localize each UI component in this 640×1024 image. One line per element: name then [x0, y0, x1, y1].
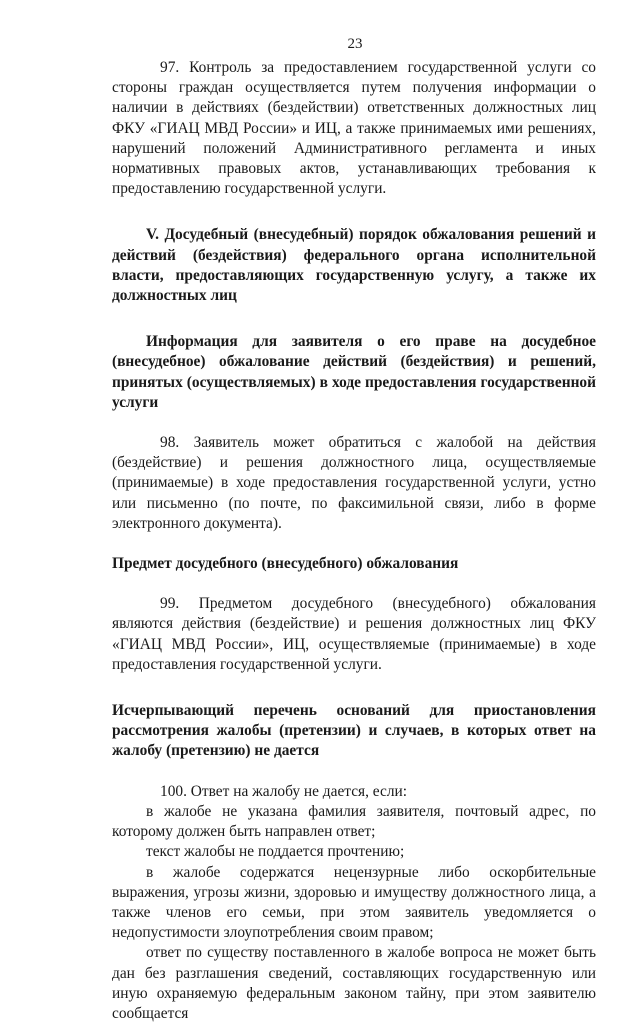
document-body: [112, 58, 596, 1024]
info-heading: Информация для заявителя о его праве на досудебное (внесудебное) обжалование действий (бездействия) и решений, принятых (осуществляемых) в ходе предоставления государственной услуги: [112, 333, 596, 411]
paragraph-100: 100. Ответ на жалобу не дается, если:: [160, 782, 408, 800]
list-item: текст жалобы не поддается прочтению;: [146, 843, 405, 861]
list-item: ответ по существу поставленного в жалобе вопроса не может быть дан без разглашения сведений, составляющих государственную или иную охраняемую федеральным законом тайну, при этом заявителю сообщается: [112, 944, 596, 1022]
paragraph-97: 97. Контроль за предоставлением государственной услуги со стороны граждан осуществляется путем получения информации о наличии в действиях (бездействии) ответственных должностных лиц ФКУ «ГИАЦ МВД России» и ИЦ, а также принимаемых ими решениях, нарушений положений Административного регламента и иных нормативных правовых актов, устанавливающих требования к предоставлению государственной услуги.: [112, 59, 596, 198]
paragraph-98: 98. Заявитель может обратиться с жалобой на действия (бездействие) и решения должностного лица, осуществляемые (принимаемые) в ходе предоставления государственной услуги, устно или письменно (по почте, по факсимильной связи, либо в форме электронного документа).: [112, 434, 596, 532]
page-number: 23: [347, 36, 363, 52]
subject-heading: Предмет досудебного (внесудебного) обжалования: [112, 555, 459, 573]
list-item: в жалобе содержатся нецензурные либо оскорбительные выражения, угрозы жизни, здоровью и имуществу должностного лица, а также членов его семьи, при этом заявитель уведомляется о недопустимости злоупотребления своим правом;: [112, 863, 596, 942]
paragraph-99: 99. Предметом досудебного (внесудебного) обжалования являются действия (бездействие) и решения должностных лиц ФКУ «ГИАЦ МВД России», ИЦ, осуществляемые (принимаемые) в ходе предоставления государственной услуги.: [112, 595, 596, 673]
section-v-heading: V. Досудебный (внесудебный) порядок обжалования решений и действий (бездействия) федерального органа исполнительной власти, предоставляющих государственную услугу, а также их должностных лиц: [112, 226, 596, 305]
grounds-heading: Исчерпывающий перечень оснований для приостановления рассмотрения жалобы (претензии) и случаев, в которых ответ на жалобу (претензию) не дается: [112, 702, 596, 760]
list-item: в жалобе не указана фамилия заявителя, почтовый адрес, по которому должен быть направлен ответ;: [112, 802, 596, 841]
